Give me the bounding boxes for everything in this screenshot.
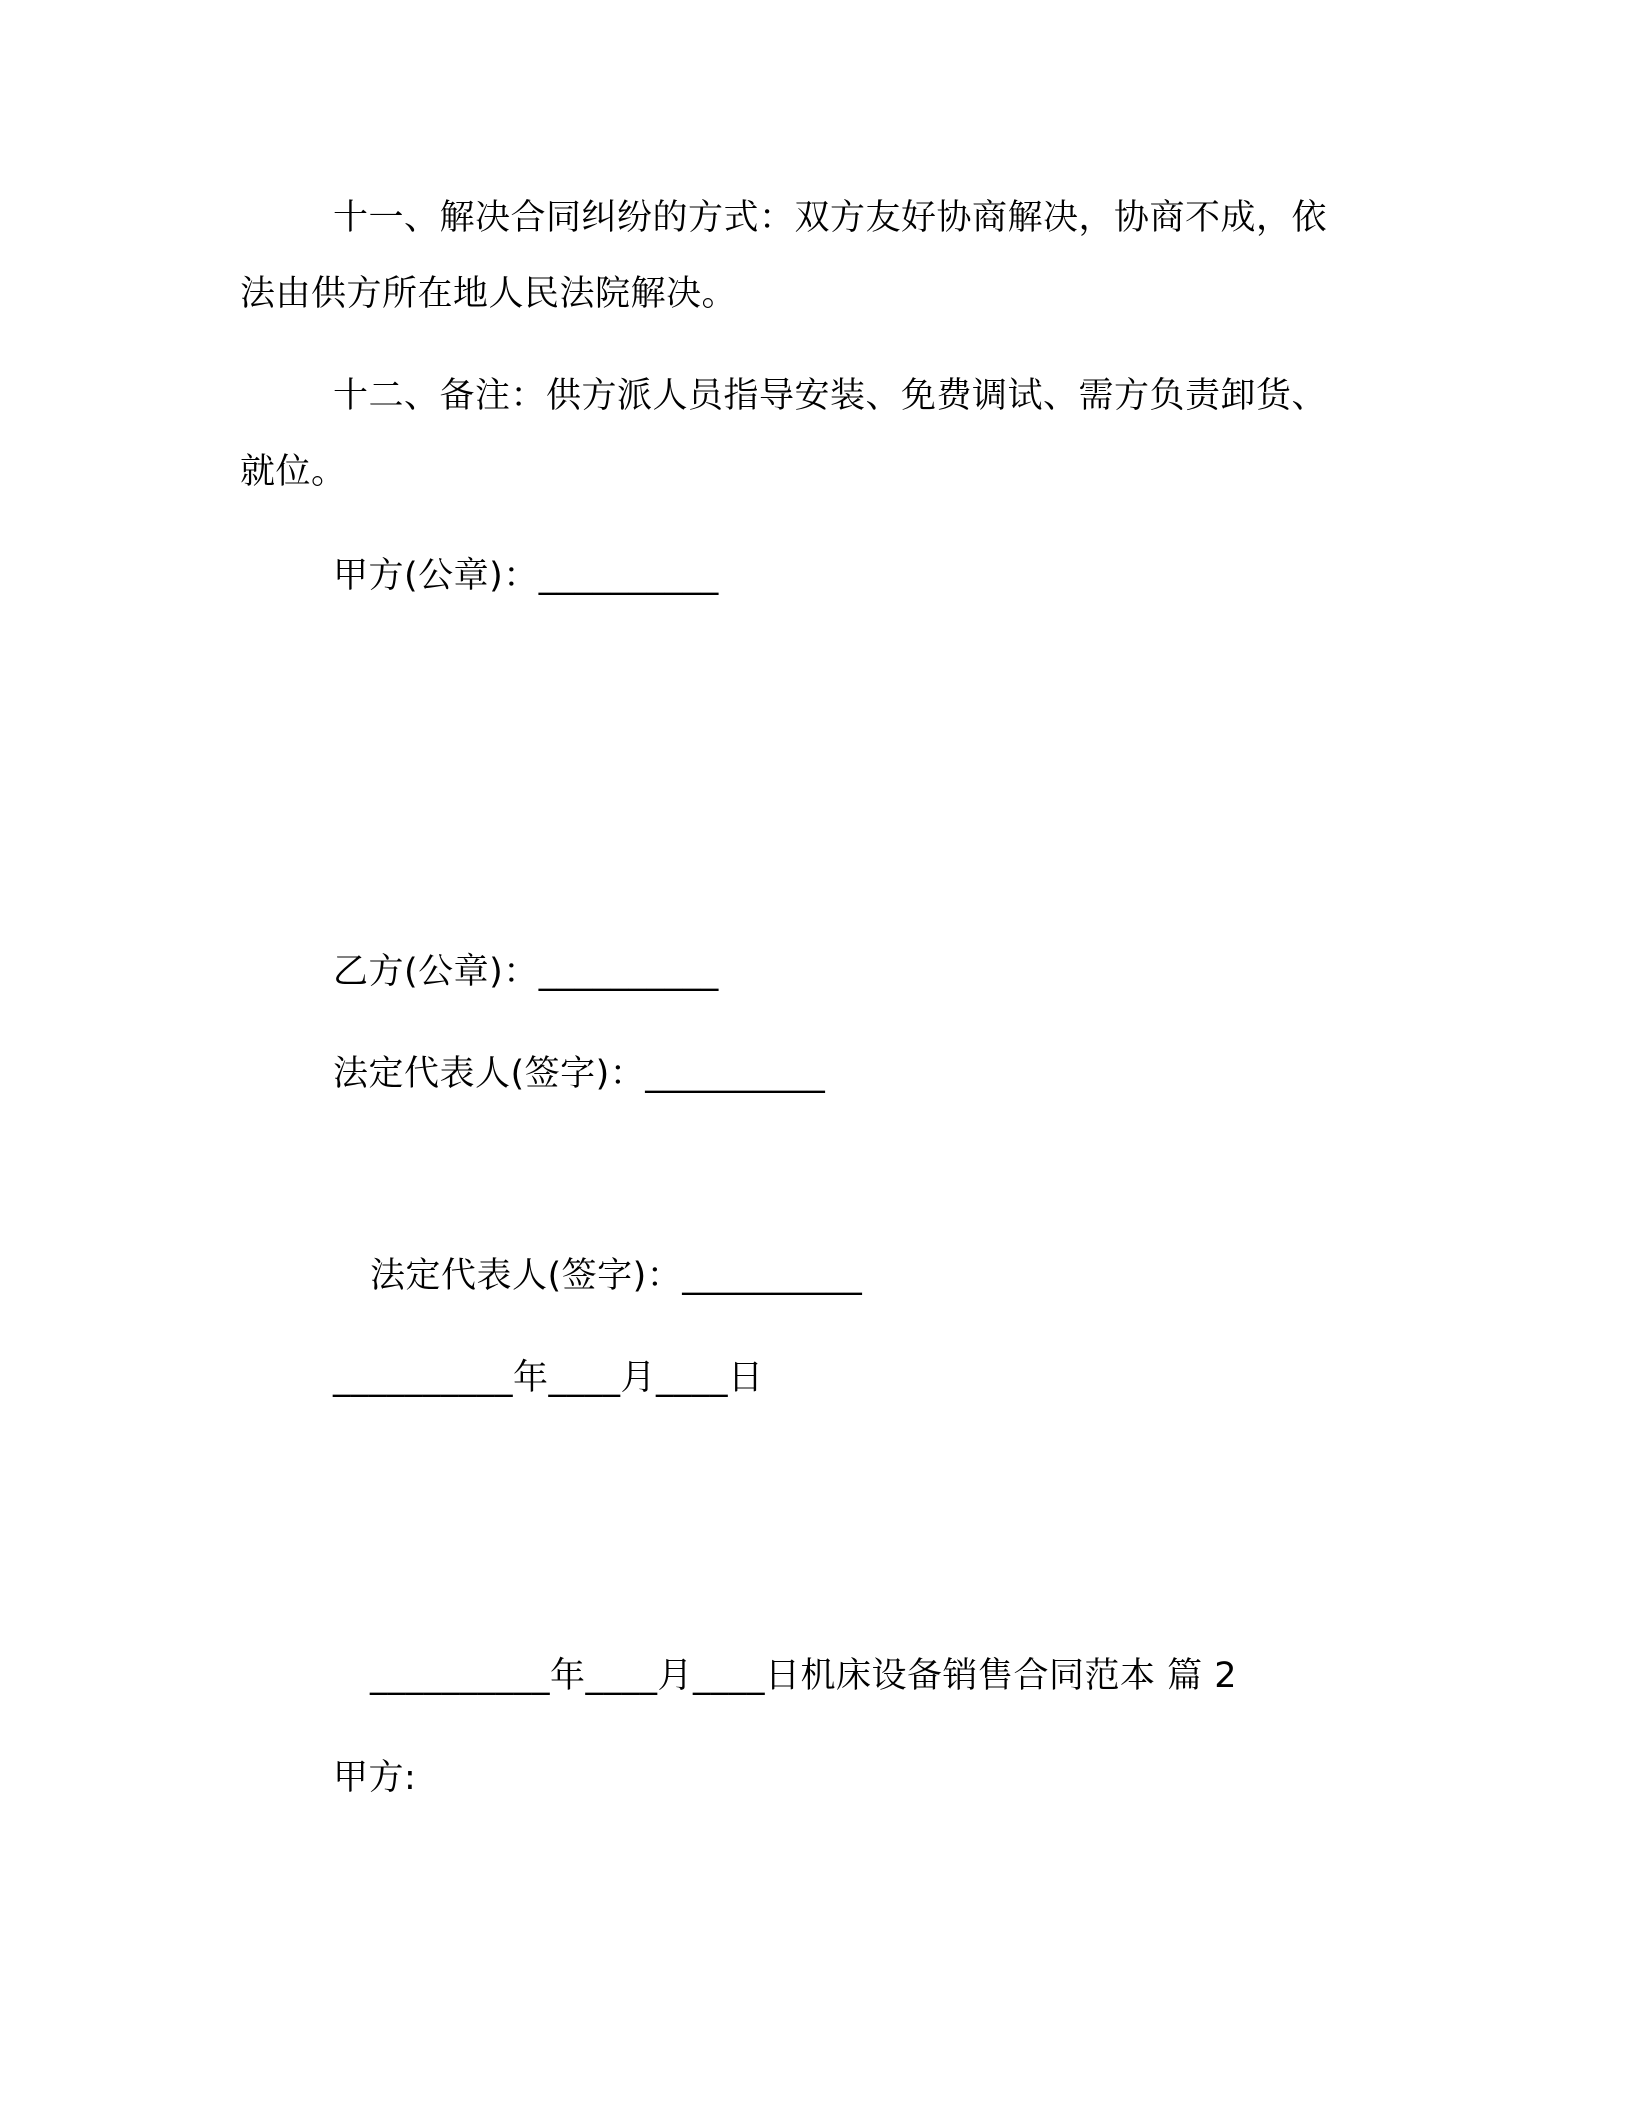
clause-12-line-1: 十二、备注：供方派人员指导安装、免费调试、需方负责卸货、 xyxy=(333,376,1328,416)
clause-12-line-2: 就位。 xyxy=(240,452,347,492)
section-2-heading: __________年____月____日机床设备销售合同范本 篇 2 xyxy=(370,1656,1238,1696)
party-b-seal-field: 乙方(公章)：__________ xyxy=(333,952,719,992)
clause-11-line-2: 法由供方所在地人民法院解决。 xyxy=(240,274,738,314)
clause-11-line-1: 十一、解决合同纠纷的方式：双方友好协商解决，协商不成，依 xyxy=(333,198,1328,238)
section-2-party-a-label: 甲方: xyxy=(333,1758,417,1798)
signature-date-field: __________年____月____日 xyxy=(333,1358,764,1398)
party-a-seal-field: 甲方(公章)：__________ xyxy=(333,556,719,596)
legal-rep-signature-field-1: 法定代表人(签字)：__________ xyxy=(333,1054,826,1094)
legal-rep-signature-field-2: 法定代表人(签字)：__________ xyxy=(370,1256,863,1296)
